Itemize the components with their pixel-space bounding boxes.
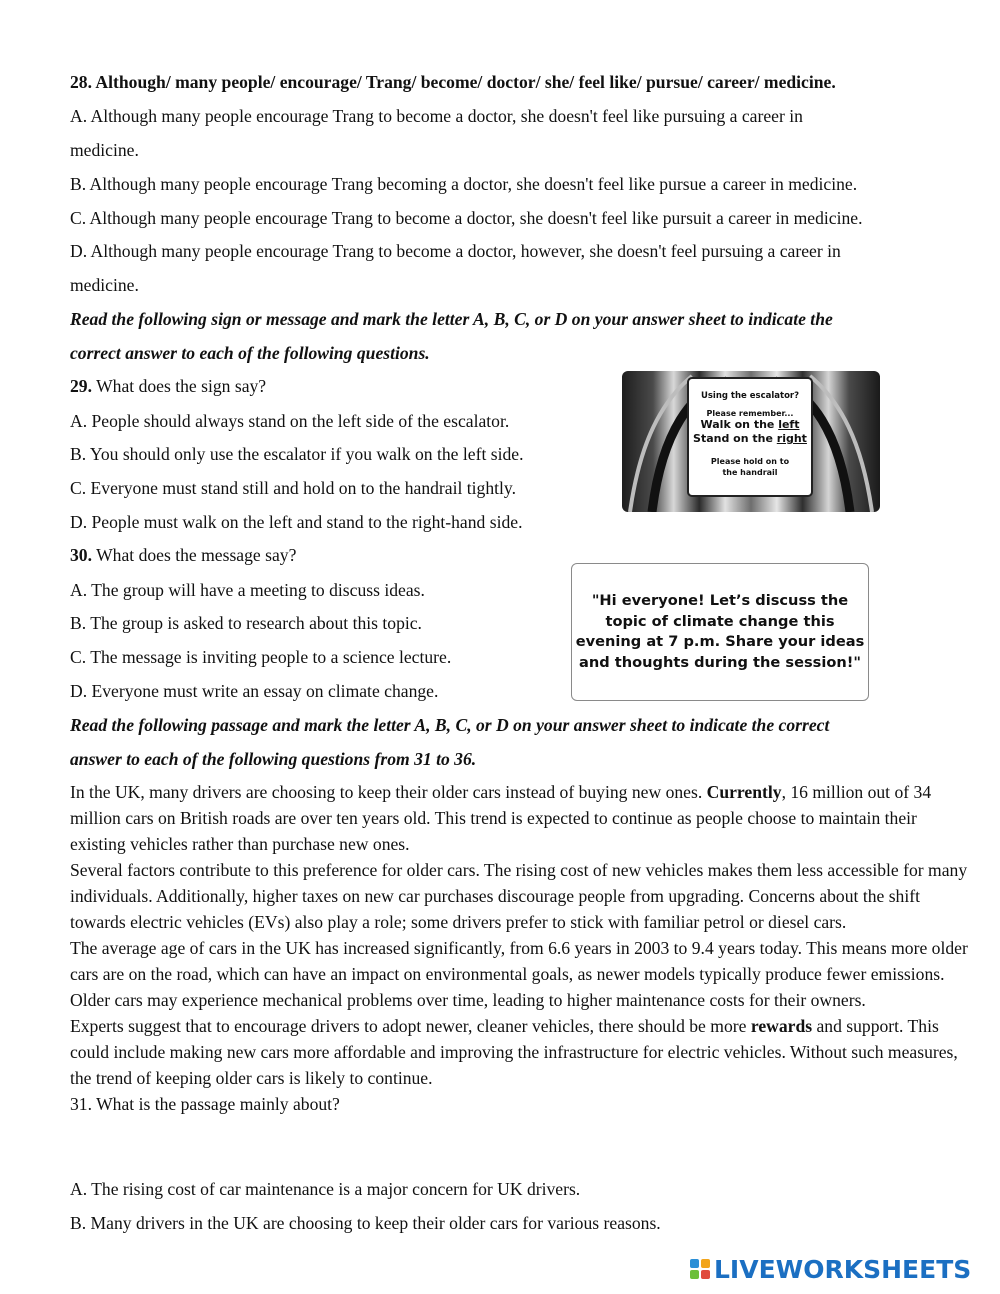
question-30 (70, 545, 296, 566)
q28-option-a-line1: A. Although many people encourage Trang to become a doctor, she doesn't feel like pursuing a career in (70, 106, 803, 126)
logo-badge-square (690, 1259, 699, 1268)
q29-option-d: D. People must walk on the left and stand to the right-hand side. (70, 512, 523, 532)
question-29 (70, 376, 266, 397)
passage-p1-bold: Currently (706, 782, 782, 802)
question-29-text: What does the sign say? (92, 376, 267, 396)
logo-wordmark: LIVEWORKSHEETS (714, 1254, 972, 1284)
q28-option-d-line2: medicine. (70, 275, 139, 295)
liveworksheets-logo (690, 1252, 971, 1286)
sign-walk-line (689, 418, 811, 432)
sign-stand-prefix: Stand on the (693, 432, 777, 445)
q28-option-b: B. Although many people encourage Trang becoming a doctor, she doesn't feel like pursue a career in medicine. (70, 174, 858, 194)
sign-hold-line2: the handrail (722, 468, 778, 477)
passage-p4-bold: rewards (750, 1016, 813, 1036)
question-31: 31. What is the passage mainly about? (70, 1094, 340, 1114)
passage-paragraph-3: The average age of cars in the UK has increased significantly, from 6.6 years in 2003 to 9.4 years today. This means more older cars are on the road, which can have an impact on environmental goals, as newer models typically produce fewer emissions. Older cars may experience mechanical problems over time, leading to higher maintenance costs for their owners. (70, 938, 968, 1010)
q30-option-d: D. Everyone must write an essay on climate change. (70, 681, 439, 701)
q30-option-b: B. The group is asked to research about this topic. (70, 613, 422, 633)
passage-p4-before: Experts suggest that to encourage drivers to adopt newer, cleaner vehicles, there should be more (70, 1016, 751, 1036)
logo-badge-square (701, 1270, 710, 1279)
passage-p1-after: , 16 million out of 34 million cars on British roads are over ten years old. This trend is expected to continue as people choose to maintain their existing vehicles rather than purchase new ones. (70, 782, 932, 854)
instruction-signs-line1: Read the following sign or message and mark the letter A, B, C, or D on your answer sheet to indicate the (70, 309, 833, 329)
sign-remember: Please remember... (706, 409, 794, 418)
logo-badge-icon (690, 1259, 710, 1279)
message-box (571, 563, 869, 701)
instruction-passage-line2: answer to each of the following questions from 31 to 36. (70, 749, 477, 769)
question-30-number: 30. (70, 545, 92, 565)
sign-stand-word: right (776, 432, 807, 445)
question-30-text: What does the message say? (92, 545, 297, 565)
sign-title: Using the escalator? (700, 391, 800, 401)
message-text: "Hi everyone! Let’s discuss the topic of climate change this evening at 7 p.m. Share your ideas and thoughts during the session!" (575, 592, 865, 671)
q29-option-b: B. You should only use the escalator if you walk on the left side. (70, 444, 524, 464)
q30-option-c: C. The message is inviting people to a science lecture. (70, 647, 452, 667)
instruction-passage-line1: Read the following passage and mark the letter A, B, C, or D on your answer sheet to indicate the correct (70, 715, 830, 735)
q31-option-b: B. Many drivers in the UK are choosing to keep their older cars for various reasons. (70, 1213, 661, 1233)
passage-paragraph-4 (70, 1013, 970, 1091)
escalator-sign-image (622, 371, 880, 512)
q31-option-a: A. The rising cost of car maintenance is a major concern for UK drivers. (70, 1179, 581, 1199)
passage-p4-after: and support. This could include making new cars more affordable and improving the infrastructure for electric vehicles. Without such measures, the trend of keeping older cars is likely to continue. (70, 1016, 958, 1088)
reading-passage (70, 779, 970, 1117)
q28-option-c: C. Although many people encourage Trang to become a doctor, she doesn't feel like pursuit a career in medicine. (70, 208, 863, 228)
q28-option-d-line1: D. Although many people encourage Trang to become a doctor, however, she doesn't feel pursuing a career in (70, 241, 841, 261)
logo-badge-square (701, 1259, 710, 1268)
q29-option-c: C. Everyone must stand still and hold on to the handrail tightly. (70, 478, 516, 498)
passage-paragraph-1 (70, 779, 970, 857)
question-28-stem: 28. Although/ many people/ encourage/ Trang/ become/ doctor/ she/ feel like/ pursue/ career/ medicine. (70, 72, 836, 92)
sign-stand-line (689, 432, 811, 446)
escalator-sign (687, 377, 813, 497)
sign-hold (689, 456, 811, 478)
question-29-number: 29. (70, 376, 92, 396)
sign-walk-word: left (778, 418, 800, 431)
q28-option-a-line2: medicine. (70, 140, 139, 160)
sign-hold-line1: Please hold on to (710, 457, 790, 466)
passage-p1-before: In the UK, many drivers are choosing to keep their older cars instead of buying new ones. (70, 782, 707, 802)
q29-option-a: A. People should always stand on the left side of the escalator. (70, 411, 510, 431)
passage-paragraph-2: Several factors contribute to this preference for older cars. The rising cost of new vehicles makes them less accessible for many individuals. Additionally, higher taxes on new car purchases discourage people from upgrading. Concerns about the shift towards electric vehicles (EVs) also play a role; some drivers prefer to stick with familiar petrol or diesel cars. (70, 860, 968, 932)
instruction-signs-line2: correct answer to each of the following questions. (70, 343, 430, 363)
sign-walk-prefix: Walk on the (700, 418, 779, 431)
logo-badge-square (690, 1270, 699, 1279)
q30-option-a: A. The group will have a meeting to discuss ideas. (70, 580, 425, 600)
